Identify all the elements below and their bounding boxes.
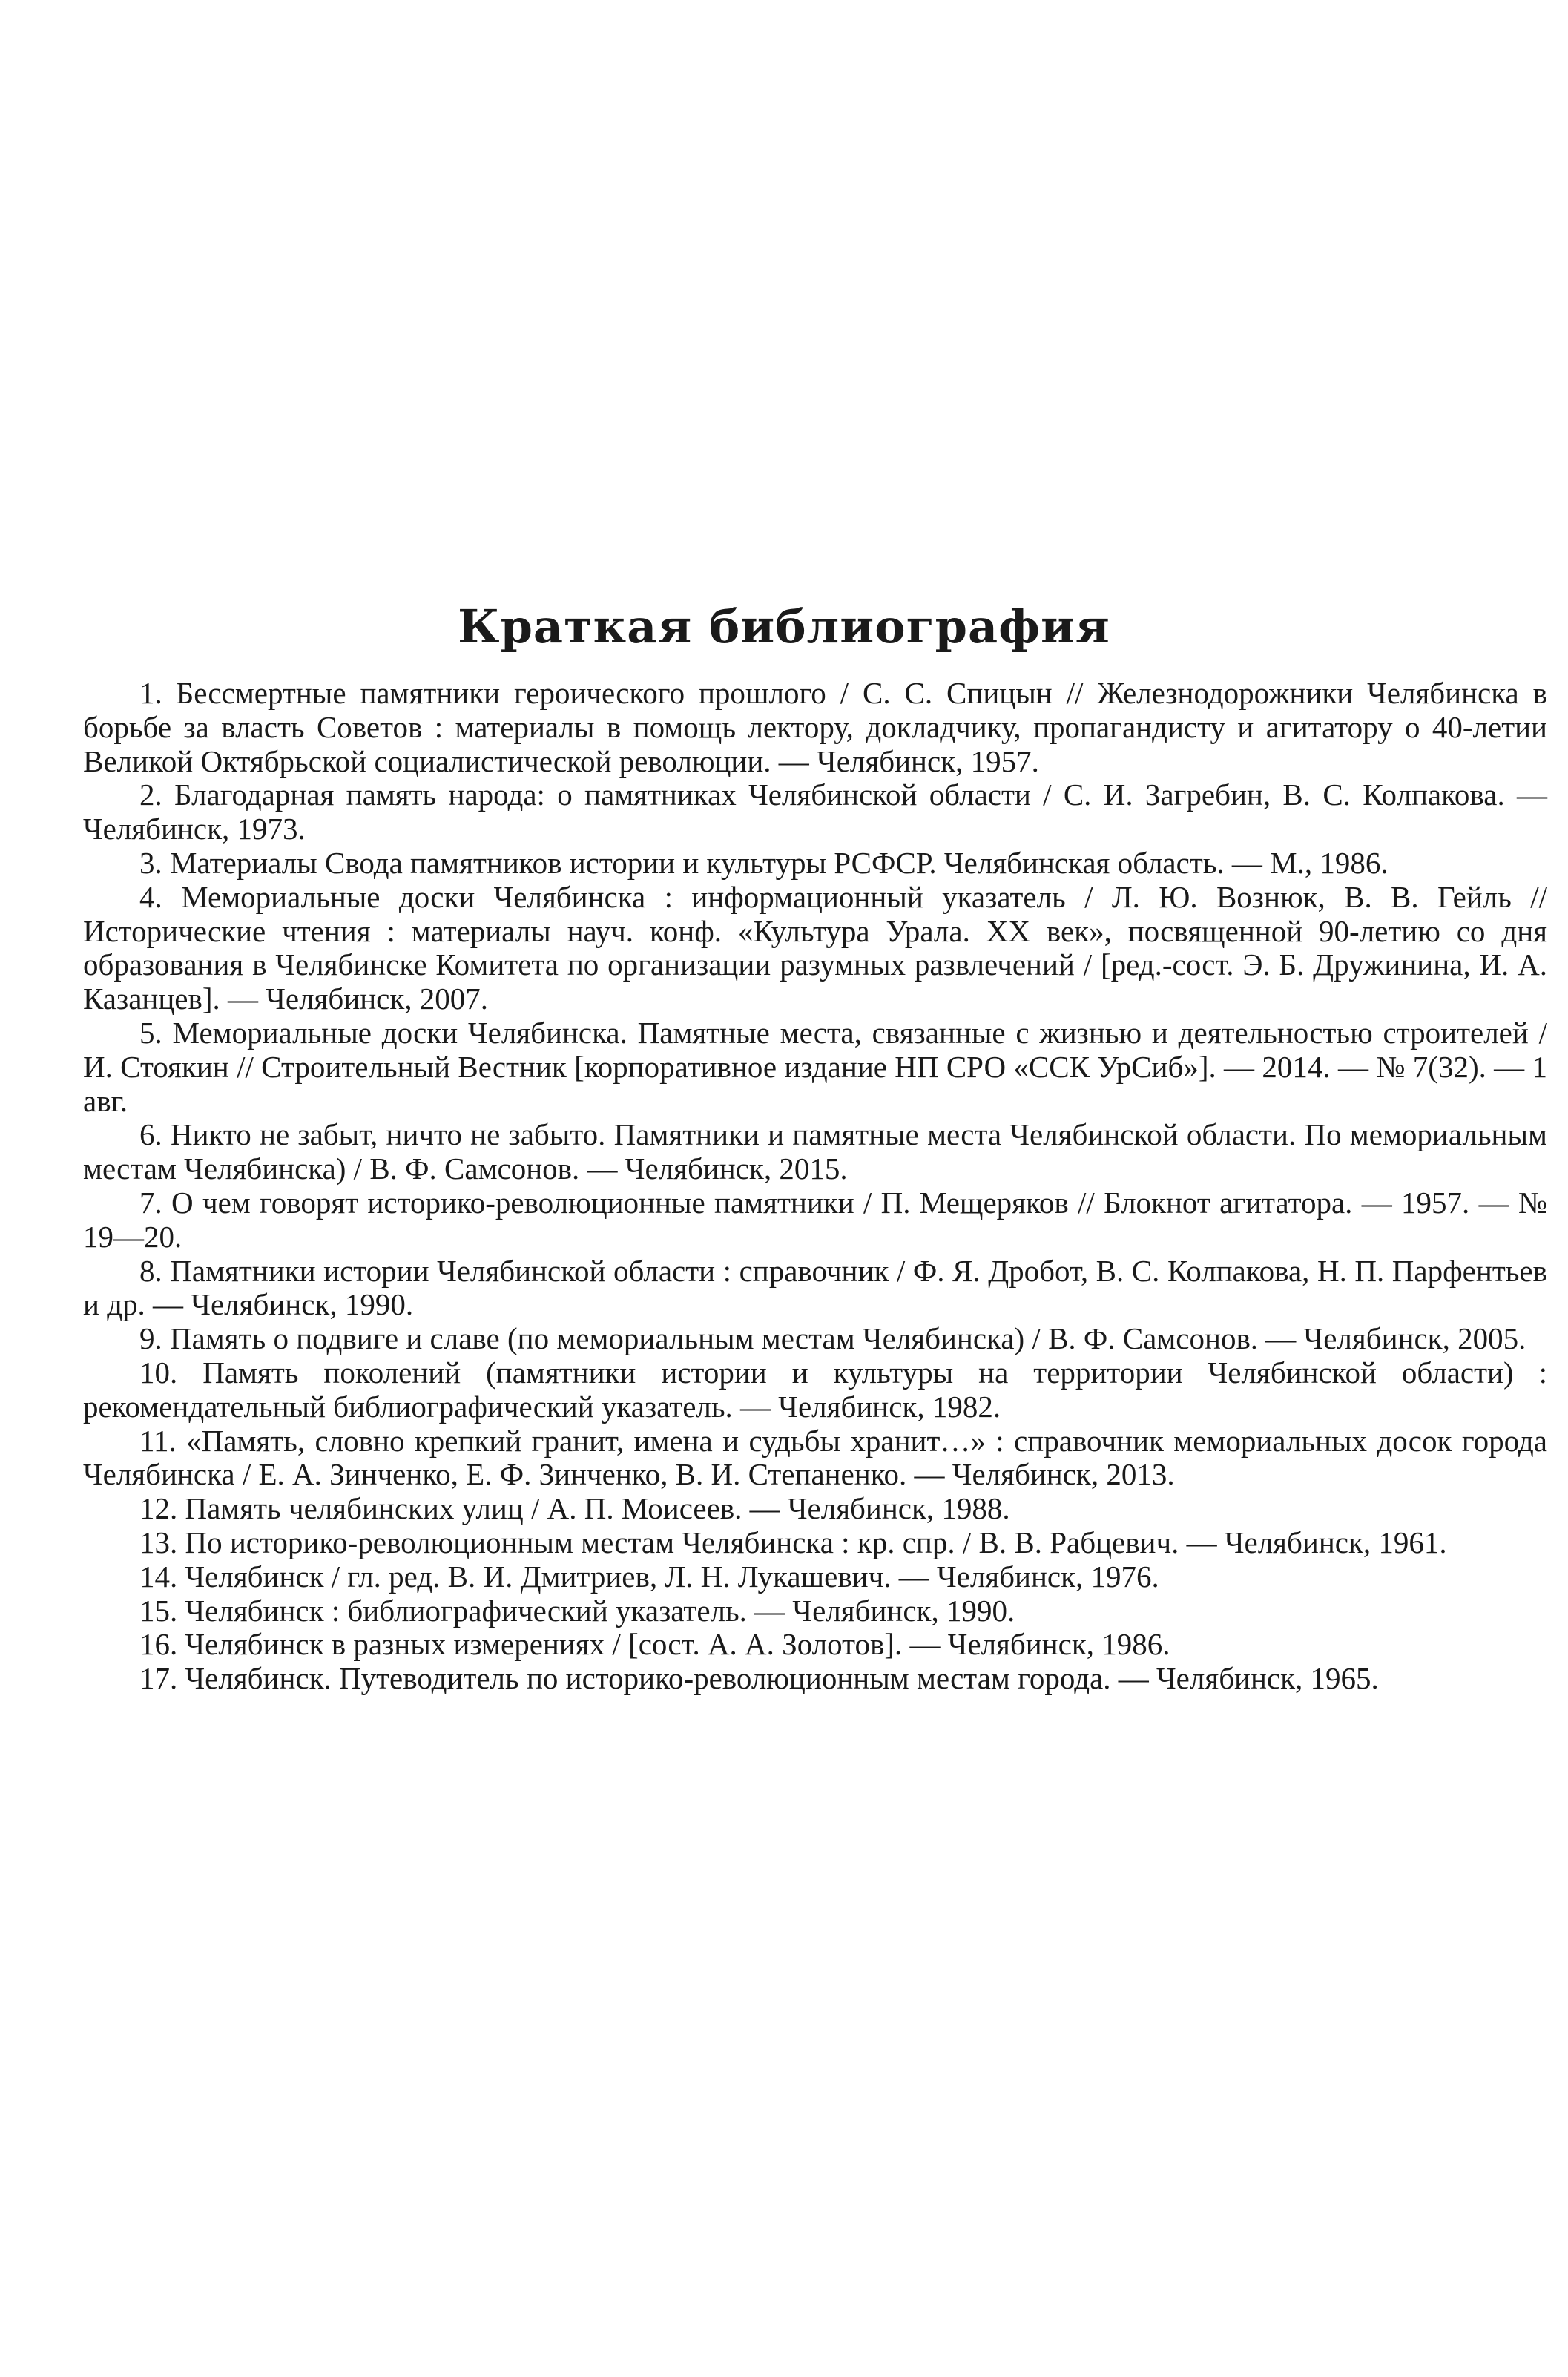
bibliography-entry: 12. Память челябинских улиц / А. П. Моисеев. — Челябинск, 1988. [139,1491,1010,1526]
bibliography-entry: 17. Челябинск. Путеводитель по историко-революционным местам города. — Челябинск, 1965. [139,1661,1379,1696]
bibliography-entry: 11. «Память, словно крепкий гранит, имена и судьбы хранит…» : справочник мемориальных досок города Челябинска / Е. А. Зинченко, Е. Ф. Зинченко, В. И. Степаненко. — Челябинск, 2013. [83,1423,1547,1492]
bibliography-entry: 13. По историко-революционным местам Челябинска : кр. спр. / В. В. Рабцевич. — Челябинск, 1961. [139,1525,1447,1559]
bibliography-entry: 8. Памятники истории Челябинской области : справочник / Ф. Я. Дробот, В. С. Колпакова, Н. П. Парфентьев и др. — Челябинск, 1990. [83,1253,1547,1322]
bibliography-entry: 9. Память о подвиге и славе (по мемориальным местам Челябинска) / В. Ф. Самсонов. — Челябинск, 2005. [139,1321,1526,1356]
bibliography-entry: 16. Челябинск в разных измерениях / [сост. А. А. Золотов]. — Челябинск, 1986. [139,1627,1170,1662]
bibliography-list [83,677,1547,1696]
page-title: Краткая библиография [458,599,1110,654]
bibliography-entry: 2. Благодарная память народа: о памятниках Челябинской области / С. И. Загребин, В. С. Колпакова. — Челябинск, 1973. [83,777,1547,846]
bibliography-entry: 10. Память поколений (памятники истории и культуры на территории Челябинской области) : рекомендательный библиографический указатель. — Челябинск, 1982. [83,1355,1547,1424]
bibliography-entry: 7. О чем говорят историко-революционные памятники / П. Мещеряков // Блокнот агитатора. — 1957. — № 19—20. [83,1185,1547,1254]
bibliography-entry: 6. Никто не забыт, ничто не забыто. Памятники и памятные места Челябинской области. По мемориальным местам Челябинска) / В. Ф. Самсонов. — Челябинск, 2015. [83,1117,1547,1186]
bibliography-entry: 1. Бессмертные памятники героического прошлого / С. С. Спицын // Железнодорожники Челябинска в борьбе за власть Советов : материалы в помощь лектору, докладчику, пропагандисту и агитатору о 40-летии Великой Октябрьской социалистической революции. — Челябинск, 1957. [83,676,1547,778]
bibliography-entry: 14. Челябинск / гл. ред. В. И. Дмитриев, Л. Н. Лукашевич. — Челябинск, 1976. [139,1559,1159,1594]
bibliography-entry: 5. Мемориальные доски Челябинска. Памятные места, связанные с жизнью и деятельностью строителей / И. Стоякин // Строительный Вестник [корпоративное издание НП СРО «ССК УрСиб»]. — 2014. — № 7(32). — 1 авг. [83,1015,1547,1118]
bibliography-entry: 15. Челябинск : библиографический указатель. — Челябинск, 1990. [139,1593,1015,1628]
bibliography-entry: 3. Материалы Свода памятников истории и культуры РСФСР. Челябинская область. — М., 1986. [139,845,1389,880]
bibliography-entry: 4. Мемориальные доски Челябинска : информационный указатель / Л. Ю. Вознюк, В. В. Гейль // Исторические чтения : материалы науч. конф. «Культура Урала. XX век», посвященной 90-летию со дня образования в Челябинске Комитета по организации разумных развлечений / [ред.-сост. Э. Б. Дружинина, И. А. Казанцев]. — Челябинск, 2007. [83,879,1547,1016]
